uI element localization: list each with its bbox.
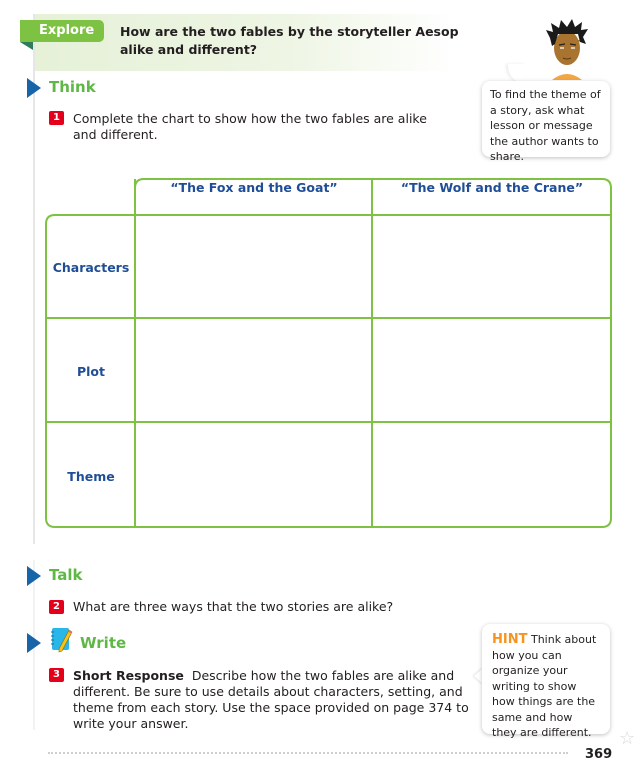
write-flag-icon <box>27 633 41 653</box>
cell-plot-fox-and-goat[interactable] <box>137 320 371 420</box>
explore-tab: Explore <box>20 20 104 42</box>
row-header-plot: Plot <box>76 364 105 379</box>
star-icon: ☆ <box>619 728 636 749</box>
write-prompt-lead: Short Response <box>73 668 184 683</box>
think-prompt: Complete the chart to show how the two fables are alike and different. <box>73 111 427 142</box>
cell-characters-wolf-and-crane[interactable] <box>374 217 610 317</box>
row-header-theme: Theme <box>67 469 115 484</box>
tip-bubble <box>482 81 610 163</box>
cell-theme-wolf-and-crane[interactable] <box>374 424 610 526</box>
think-flag-icon <box>27 78 41 98</box>
write-prompt-text: Describe how the two fables are alike and different. Be sure to use details about characters, setting, and theme from each story. Use the space provided on page 374 to write your answer. <box>73 668 469 731</box>
talk-flag-icon <box>27 566 41 586</box>
hint-label: HINT <box>492 632 528 647</box>
item-number-badge: 1 <box>49 111 64 125</box>
row-header-characters: Characters <box>52 260 130 275</box>
footer-rule <box>48 752 568 754</box>
column-header-fox-and-goat: “The Fox and the Goat” <box>170 180 338 195</box>
think-title: Think <box>49 78 96 96</box>
notebook-pencil-icon <box>49 626 73 654</box>
item-number-badge: 3 <box>49 668 64 682</box>
cell-theme-fox-and-goat[interactable] <box>137 424 371 526</box>
write-title: Write <box>80 634 127 652</box>
column-header-wolf-and-crane: “The Wolf and the Crane” <box>400 180 584 195</box>
student-character-illustration <box>540 18 592 82</box>
cell-characters-fox-and-goat[interactable] <box>137 217 371 317</box>
write-prompt <box>73 668 475 732</box>
page-number: 369 <box>585 747 613 762</box>
item-number-badge: 2 <box>49 600 64 614</box>
explore-question: How are the two fables by the storyteller Aesop alike and different? <box>120 24 459 57</box>
hint-text: Think about how you can organize your writing to show how things are the same and how they are different. <box>492 633 597 739</box>
explore-tab-fold <box>20 42 33 50</box>
cell-plot-wolf-and-crane[interactable] <box>374 320 610 420</box>
hint-bubble <box>482 624 610 739</box>
talk-prompt: What are three ways that the two stories are alike? <box>73 599 394 614</box>
talk-title: Talk <box>49 566 83 584</box>
tip-text: To find the theme of a story, ask what lesson or message the author wants to share. <box>490 88 601 163</box>
